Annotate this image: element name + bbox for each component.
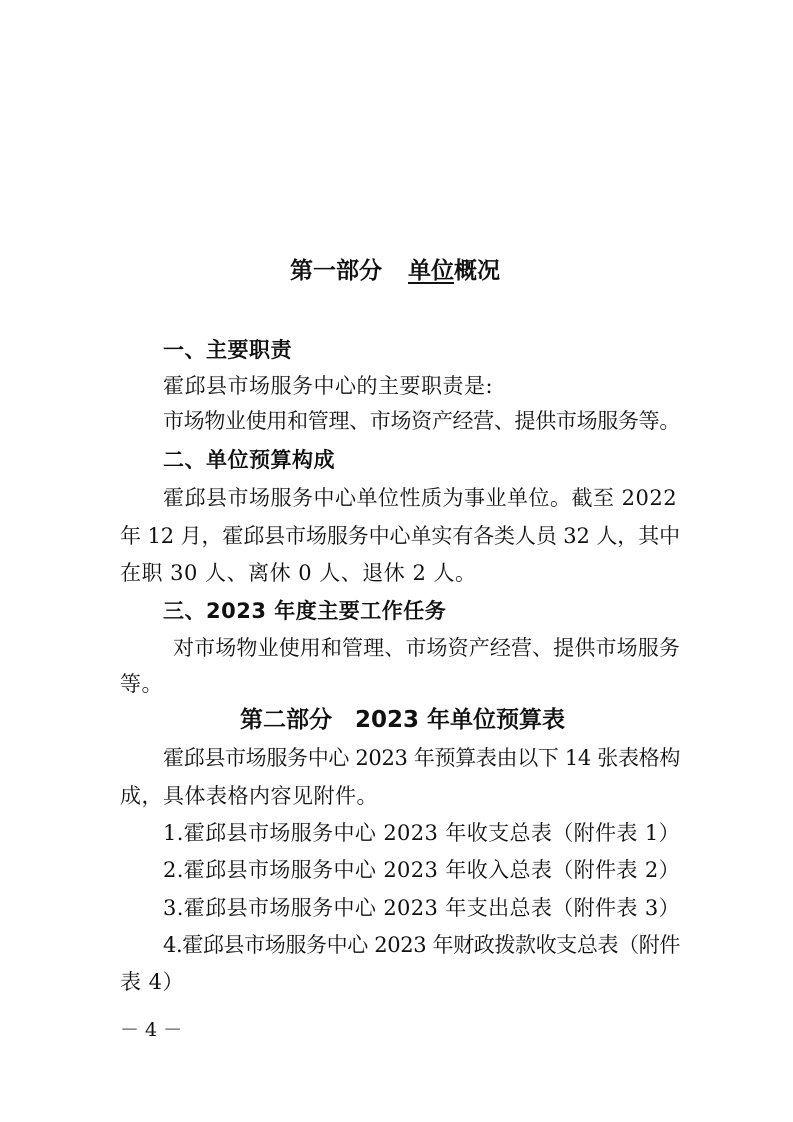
part2-item-2: 2.霍邱县市场服务中心 2023 年收入总表（附件表 2） — [163, 858, 680, 882]
part2-intro-line-2: 成，具体表格内容见附件。 — [120, 784, 378, 808]
part2-intro-line-1: 霍邱县市场服务中心 2023 年预算表由以下 14 张表格构 — [163, 746, 680, 770]
part2-item-3: 3.霍邱县市场服务中心 2023 年支出总表（附件表 3） — [163, 896, 680, 920]
section2-line-2: 年 12 月，霍邱县市场服务中心单实有各类人员 32 人，其中 — [120, 524, 680, 548]
section2-heading: 二、单位预算构成 — [163, 448, 335, 472]
part2-item-4: 4.霍邱县市场服务中心 2023 年财政拨款收支总表（附件 — [163, 933, 681, 957]
section1-heading: 一、主要职责 — [163, 338, 292, 362]
part2-title: 第二部分 2023 年单位预算表 — [240, 707, 566, 733]
section1-line-1: 霍邱县市场服务中心的主要职责是: — [163, 374, 494, 398]
section2-line-1: 霍邱县市场服务中心单位性质为事业单位。截至 2022 — [163, 486, 678, 510]
part1-title-underlined: 单位 — [408, 258, 454, 284]
part1-title — [290, 256, 500, 286]
part1-title-rest: 概况 — [454, 258, 500, 284]
part2-item-4-cont: 表 4） — [120, 970, 185, 994]
section1-line-2: 市场物业使用和管理、市场资产经营、提供市场服务等。 — [163, 409, 680, 433]
part1-title-prefix: 第一部分 — [290, 258, 382, 284]
page-number: － 4 － — [120, 1019, 183, 1041]
section2-line-3: 在职 30 人、离休 0 人、退休 2 人。 — [120, 561, 477, 585]
section3-line-1: 对市场物业使用和管理、市场资产经营、提供市场服务 — [173, 636, 680, 660]
part2-item-1: 1.霍邱县市场服务中心 2023 年收支总表（附件表 1） — [163, 821, 680, 845]
section3-line-2: 等。 — [120, 672, 163, 696]
section3-heading: 三、2023 年度主要工作任务 — [163, 599, 447, 623]
